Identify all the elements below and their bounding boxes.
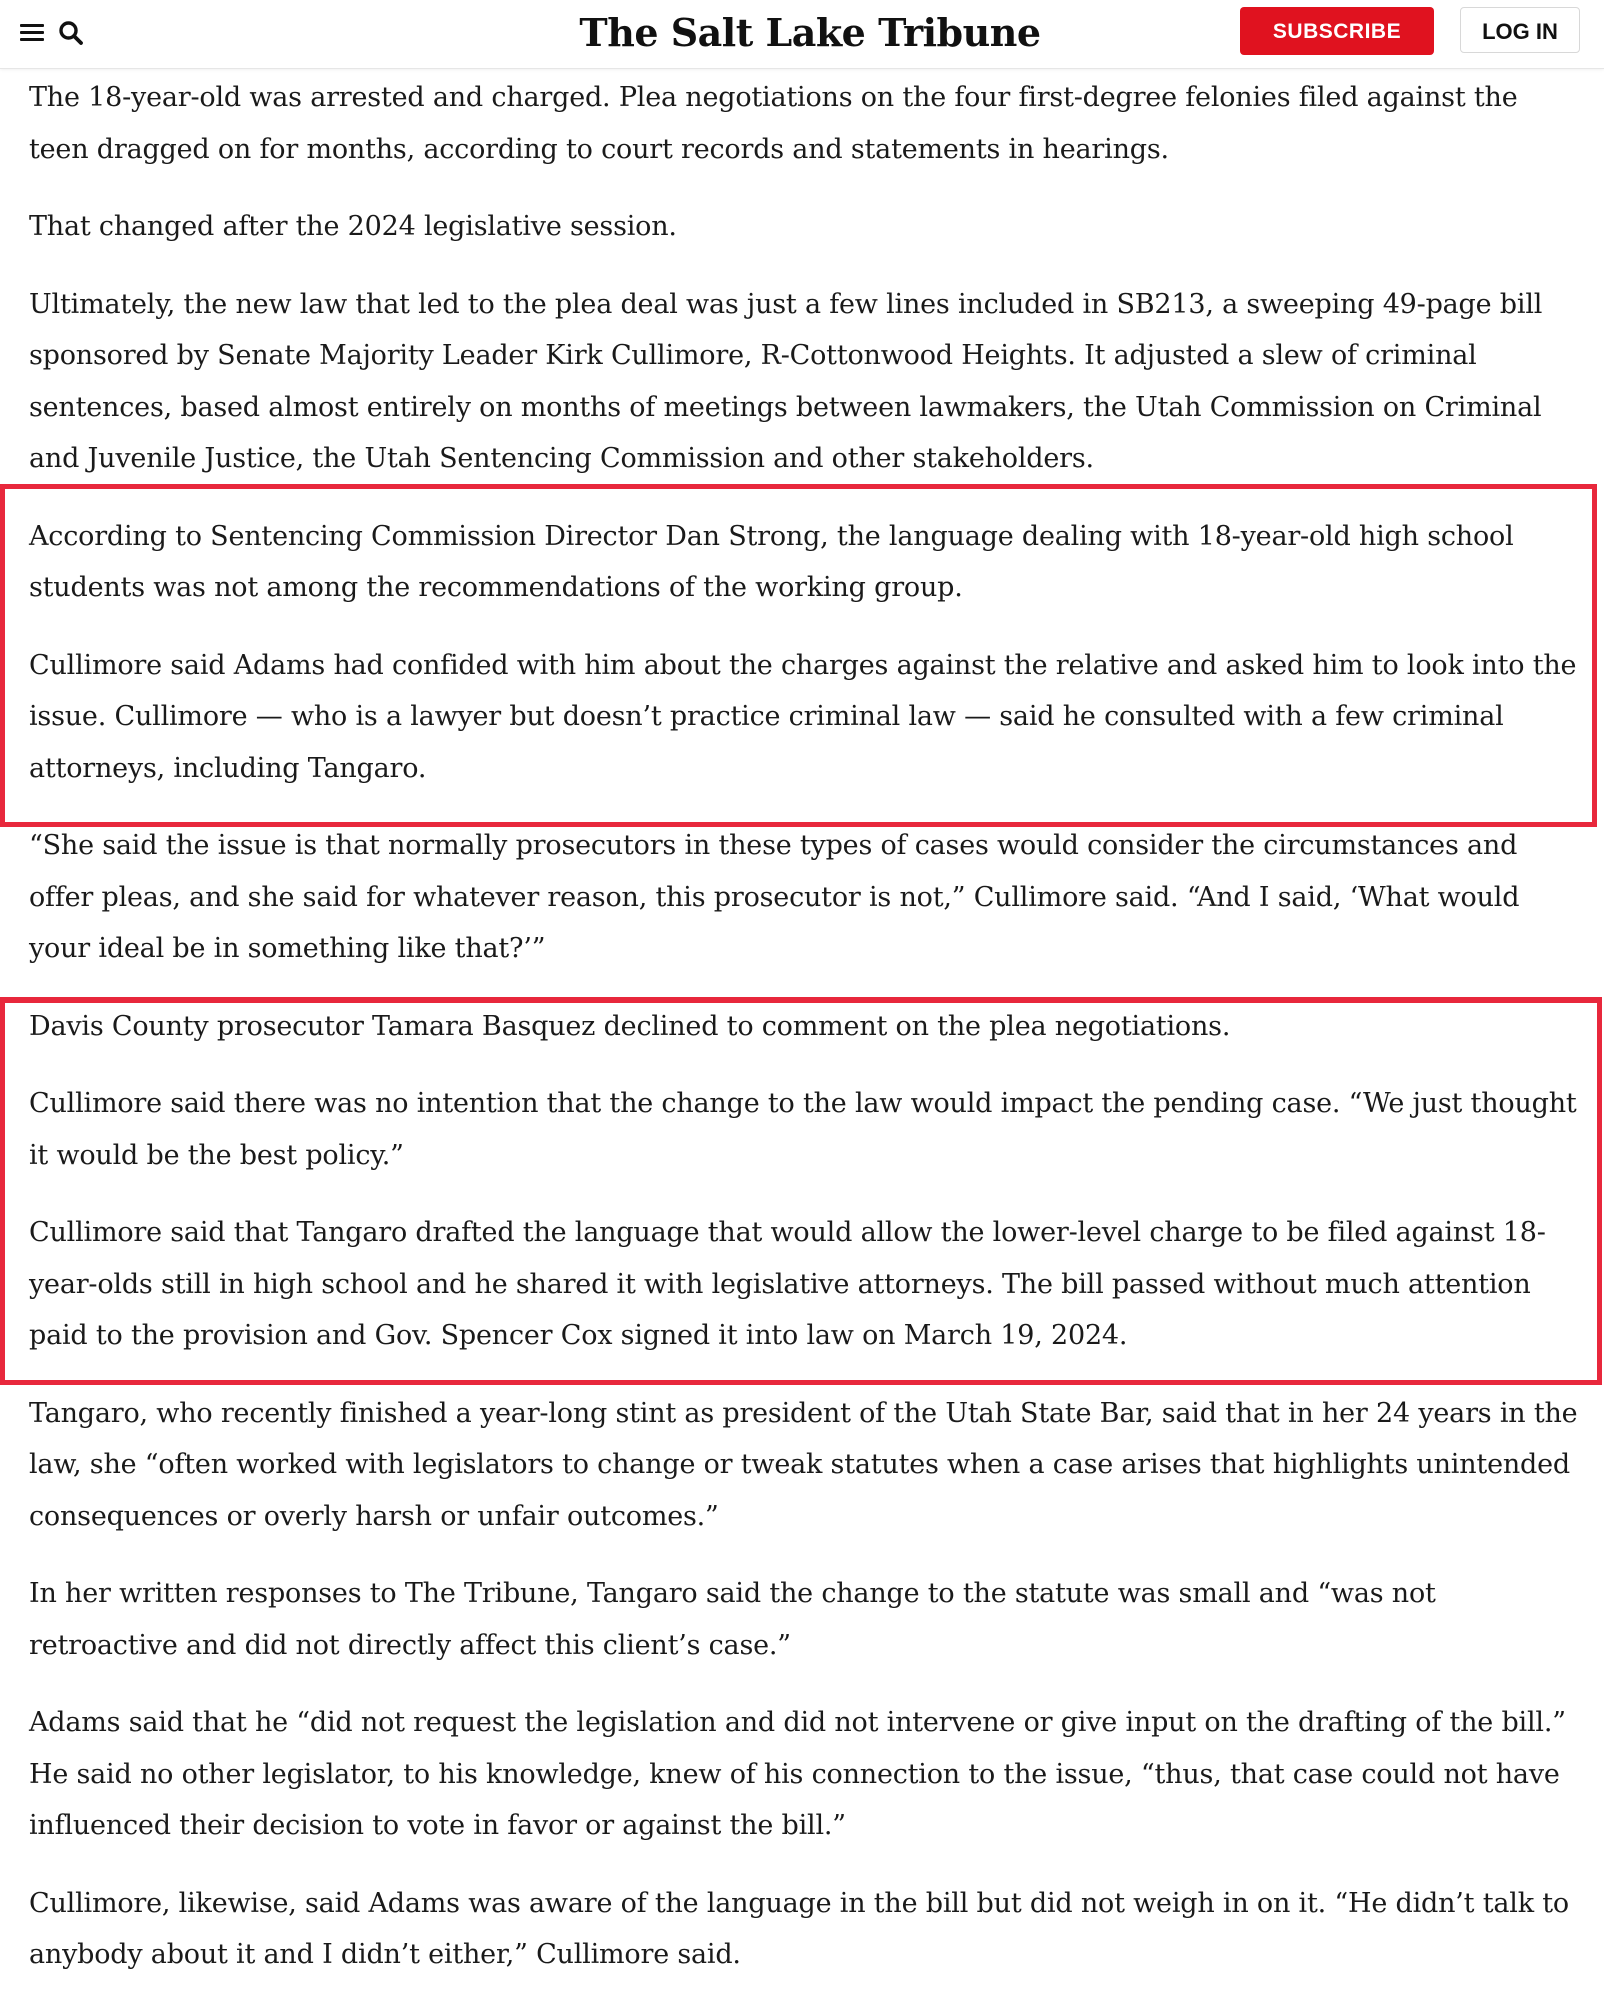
article-paragraph: The 18-year-old was arrested and charged. Plea negotiations on the four first-degree felonies filed against the teen dragged on for months, according to court records and statements in hearings.	[29, 82, 1518, 165]
article-paragraph: Cullimore said there was no intention that the change to the law would impact the pending case. “We just thought it would be the best policy.”	[29, 1088, 1577, 1171]
article-paragraph: Cullimore, likewise, said Adams was aware of the language in the bill but did not weigh in on it. “He didn’t talk to anybody about it and I didn’t either,” Cullimore said.	[29, 1887, 1569, 1970]
hamburger-menu-icon[interactable]	[20, 24, 44, 42]
article-paragraph: That changed after the 2024 legislative session.	[29, 211, 677, 242]
article-body	[29, 72, 1579, 2007]
login-button[interactable]: LOG IN	[1460, 7, 1580, 53]
site-logo[interactable]: The Salt Lake Tribune	[579, 10, 1041, 55]
site-header	[0, 0, 1604, 69]
article-paragraph: Davis County prosecutor Tamara Basquez declined to comment on the plea negotiations.	[29, 1010, 1231, 1042]
article-paragraph: Tangaro, who recently finished a year-long stint as president of the Utah State Bar, said that in her 24 years in the law, she “often worked with legislators to change or tweak statutes when a case arises that highlights unintended consequences or overly harsh or unfair outcomes.”	[29, 1397, 1578, 1532]
search-icon[interactable]	[58, 20, 84, 46]
article-paragraph: According to Sentencing Commission Director Dan Strong, the language dealing with 18-year-old high school students was not among the recommendations of the working group.	[29, 520, 1514, 603]
article-paragraph: In her written responses to The Tribune, Tangaro said the change to the statute was small and “was not retroactive and did not directly affect this client’s case.”	[29, 1578, 1436, 1661]
article-paragraph: Adams said that he “did not request the legislation and did not intervene or give input on the drafting of the bill.” He said no other legislator, to his knowledge, knew of his connection to the issue, “thus, that case could not have influenced their decision to vote in favor or against the bill.”	[29, 1707, 1566, 1841]
article-paragraph: Ultimately, the new law that led to the plea deal was just a few lines included in SB213, a sweeping 49-page bill sponsored by Senate Majority Leader Kirk Cullimore, R-Cottonwood Heights. It adjusted a slew of criminal sentences, based almost entirely on months of meetings between lawmakers, the Utah Commission on Criminal and Juvenile Justice, the Utah Sentencing Commission and other stakeholders.	[29, 288, 1543, 474]
article-paragraph: Cullimore said Adams had confided with him about the charges against the relative and asked him to look into the issue. Cullimore — who is a lawyer but doesn’t practice criminal law — said he consulted with a few criminal attorneys, including Tangaro.	[29, 649, 1577, 784]
article-paragraph: Cullimore said that Tangaro drafted the language that would allow the lower-level charge to be filed against 18-year-olds still in high school and he shared it with legislative attorneys. The bill passed without much attention paid to the provision and Gov. Spencer Cox signed it into law on March 19, 2024.	[29, 1217, 1546, 1351]
article-paragraph: “She said the issue is that normally prosecutors in these types of cases would consider the circumstances and offer pleas, and she said for whatever reason, this prosecutor is not,” Cullimore said. “And I said, ‘What would your ideal be in something like that?’”	[29, 830, 1520, 964]
subscribe-button[interactable]: SUBSCRIBE	[1240, 7, 1434, 55]
